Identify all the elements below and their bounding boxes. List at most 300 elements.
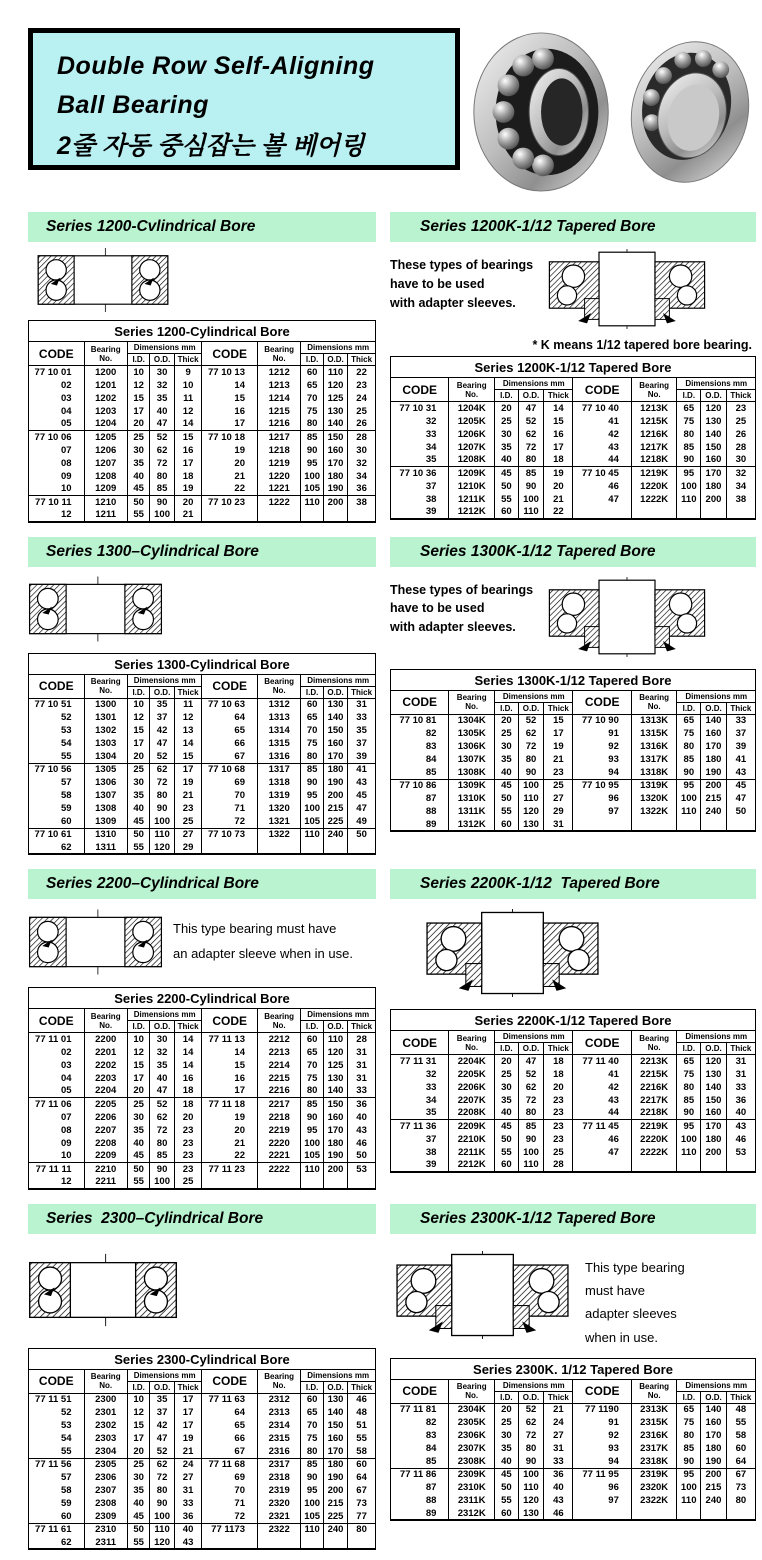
- thick-cell: 50: [348, 828, 376, 841]
- bearing-no-cell: [257, 841, 300, 854]
- thick-cell: 19: [174, 776, 202, 789]
- table-row: [391, 1107, 756, 1120]
- thick-cell: 43: [348, 1124, 376, 1137]
- table-row: [29, 1484, 376, 1497]
- id-cell: 90: [677, 766, 701, 779]
- id-cell: 65: [677, 714, 701, 727]
- thick-cell: 12: [174, 711, 202, 724]
- id-cell: 55: [495, 493, 519, 506]
- code-cell: 93: [573, 753, 631, 766]
- thick-cell: 50: [348, 1150, 376, 1163]
- bearing-no-cell: 1209K: [449, 467, 495, 480]
- thick-cell: 46: [348, 1137, 376, 1150]
- od-cell: 180: [701, 1442, 727, 1455]
- table-row: [29, 444, 376, 457]
- od-cell: 120: [323, 379, 347, 392]
- code-cell: 77 11 06: [29, 1098, 85, 1111]
- col-header-id: I.D.: [495, 1391, 519, 1403]
- code-cell: 77 10 90: [573, 714, 631, 727]
- id-cell: 105: [301, 483, 324, 496]
- od-cell: 130: [701, 415, 727, 428]
- thick-cell: 20: [174, 496, 202, 509]
- section-banner: Series 2300K-1/12 Tapered Bore: [390, 1204, 756, 1234]
- thick-cell: 33: [726, 1081, 755, 1094]
- bearing-no-cell: 2317K: [631, 1442, 677, 1455]
- col-header-id: I.D.: [301, 686, 324, 698]
- table-row: [391, 766, 756, 779]
- code-cell: 64: [202, 711, 258, 724]
- thick-cell: 18: [174, 470, 202, 483]
- code-cell: 10: [29, 1150, 85, 1163]
- code-cell: 77 11 86: [391, 1468, 449, 1481]
- table-row: [29, 841, 376, 854]
- section-banner: Series 1300–Cylindrical Bore: [28, 537, 376, 567]
- bearing-no-cell: 2211K: [449, 1146, 495, 1159]
- od-cell: 140: [701, 714, 727, 727]
- id-cell: 100: [677, 792, 701, 805]
- id-cell: 95: [301, 457, 324, 470]
- table-row: [29, 1536, 376, 1549]
- id-cell: 95: [677, 1120, 701, 1133]
- thick-cell: 36: [726, 1094, 755, 1107]
- code-cell: 22: [202, 1150, 258, 1163]
- bearing-no-cell: 2309K: [449, 1468, 495, 1481]
- table-row: [29, 431, 376, 444]
- code-cell: 97: [573, 1494, 631, 1507]
- col-header-thick: Thick: [174, 1021, 202, 1033]
- table-row: [29, 496, 376, 509]
- col-header-id: I.D.: [495, 702, 519, 714]
- code-cell: 52: [29, 1406, 85, 1419]
- col-header-thick: Thick: [726, 1391, 755, 1403]
- id-cell: 50: [127, 828, 150, 841]
- thick-cell: 28: [348, 431, 376, 444]
- table-row: [29, 828, 376, 841]
- od-cell: 170: [701, 467, 727, 480]
- bearing-no-cell: 1314: [257, 724, 300, 737]
- id-cell: 60: [495, 818, 519, 831]
- thick-cell: 40: [726, 1107, 755, 1120]
- section-2300-cylindrical: [28, 1204, 376, 1551]
- code-cell: 96: [573, 792, 631, 805]
- table-1200k-tapered: [390, 356, 756, 520]
- thick-cell: 31: [348, 1059, 376, 1072]
- id-cell: 75: [677, 727, 701, 740]
- table-row: [391, 727, 756, 740]
- thick-cell: 33: [726, 714, 755, 727]
- od-cell: 170: [323, 1124, 347, 1137]
- bearing-no-cell: 2311: [84, 1536, 127, 1549]
- table-2300-cylindrical: [28, 1348, 376, 1551]
- col-header-id: I.D.: [677, 1391, 701, 1403]
- section-2300k-tapered: [390, 1204, 756, 1522]
- table-row: [29, 1111, 376, 1124]
- code-cell: 77 10 01: [29, 366, 85, 379]
- table-caption: Series 1200-Cylindrical Bore: [29, 321, 376, 342]
- code-cell: 77 11 51: [29, 1393, 85, 1406]
- od-cell: 200: [701, 1146, 727, 1159]
- bearing-no-cell: 2302: [84, 1419, 127, 1432]
- od-cell: 72: [518, 740, 544, 753]
- code-cell: 62: [29, 841, 85, 854]
- id-cell: 100: [301, 802, 324, 815]
- code-cell: 77 10 81: [391, 714, 449, 727]
- bearing-no-cell: 2317: [257, 1458, 300, 1471]
- bearing-no-cell: 1222K: [631, 493, 677, 506]
- bearing-photo-left: [468, 28, 620, 196]
- code-cell: 54: [29, 1432, 85, 1445]
- thick-cell: 25: [174, 815, 202, 828]
- table-1300k-tapered: [390, 669, 756, 833]
- code-cell: 77 1190: [573, 1403, 631, 1416]
- code-cell: 77 11 56: [29, 1458, 85, 1471]
- od-cell: 140: [323, 711, 347, 724]
- id-cell: 60: [495, 1159, 519, 1172]
- code-cell: 72: [202, 815, 258, 828]
- col-header-od: O.D.: [323, 354, 347, 366]
- od-cell: 52: [518, 1068, 544, 1081]
- col-header-thick: Thick: [544, 1391, 573, 1403]
- od-cell: [701, 818, 727, 831]
- code-cell: 52: [29, 711, 85, 724]
- id-cell: 85: [677, 753, 701, 766]
- od-cell: 62: [150, 763, 174, 776]
- code-cell: [573, 1507, 631, 1520]
- code-cell: 33: [391, 428, 449, 441]
- code-cell: 77 11 13: [202, 1033, 258, 1046]
- od-cell: 150: [323, 1419, 347, 1432]
- id-cell: 75: [301, 1432, 324, 1445]
- code-cell: 44: [573, 454, 631, 467]
- thick-cell: 21: [174, 509, 202, 522]
- bearing-no-cell: 2211: [84, 1176, 127, 1189]
- code-cell: 60: [29, 815, 85, 828]
- id-cell: 85: [677, 1094, 701, 1107]
- thick-cell: 51: [348, 1419, 376, 1432]
- table-row: [391, 1159, 756, 1172]
- bearing-no-cell: 1211K: [449, 493, 495, 506]
- thick-cell: [726, 506, 755, 519]
- bearing-no-cell: 1215: [257, 405, 300, 418]
- od-cell: 62: [518, 727, 544, 740]
- thick-cell: 38: [726, 493, 755, 506]
- bearing-no-cell: 2203: [84, 1072, 127, 1085]
- od-cell: 160: [323, 444, 347, 457]
- code-cell: 15: [202, 392, 258, 405]
- id-cell: 20: [495, 402, 519, 415]
- id-cell: [301, 1536, 324, 1549]
- bearing-no-cell: 2210K: [449, 1133, 495, 1146]
- col-header-dimensions: Dimensions mm: [301, 342, 376, 354]
- bearing-no-cell: 2308K: [449, 1455, 495, 1468]
- id-cell: 55: [127, 1536, 150, 1549]
- table-row: [29, 1124, 376, 1137]
- thick-cell: 25: [544, 1146, 573, 1159]
- bearing-no-cell: 2320K: [631, 1481, 677, 1494]
- thick-cell: 19: [174, 1432, 202, 1445]
- code-cell: [202, 1536, 258, 1549]
- od-cell: 200: [323, 496, 347, 509]
- table-row: [29, 366, 376, 379]
- thick-cell: 36: [544, 1468, 573, 1481]
- thick-cell: 23: [174, 1124, 202, 1137]
- bearing-no-cell: 2206K: [449, 1081, 495, 1094]
- bearing-no-cell: 1213K: [631, 402, 677, 415]
- code-cell: 55: [29, 750, 85, 763]
- od-cell: 140: [323, 1406, 347, 1419]
- bearing-no-cell: 1310K: [449, 792, 495, 805]
- table-row: [29, 1150, 376, 1163]
- od-cell: 125: [323, 1059, 347, 1072]
- id-cell: 30: [127, 776, 150, 789]
- od-cell: 170: [701, 740, 727, 753]
- col-header-bearing-no: Bearing No.: [84, 1009, 127, 1033]
- od-cell: 90: [518, 1455, 544, 1468]
- thick-cell: [726, 1507, 755, 1520]
- od-cell: 47: [518, 1055, 544, 1068]
- code-cell: 77 10 13: [202, 366, 258, 379]
- id-cell: 80: [677, 740, 701, 753]
- id-cell: 45: [495, 1468, 519, 1481]
- code-cell: 77 10 56: [29, 763, 85, 776]
- title-line-2: Ball Bearing: [57, 90, 209, 119]
- code-cell: 09: [29, 470, 85, 483]
- thick-cell: 30: [348, 444, 376, 457]
- od-cell: 190: [701, 766, 727, 779]
- code-cell: 42: [573, 428, 631, 441]
- thick-cell: 27: [174, 828, 202, 841]
- thick-cell: 23: [544, 1094, 573, 1107]
- id-cell: 50: [127, 1523, 150, 1536]
- code-cell: 77 10 73: [202, 828, 258, 841]
- id-cell: 12: [127, 1406, 150, 1419]
- id-cell: 20: [127, 1445, 150, 1458]
- code-cell: 67: [202, 1445, 258, 1458]
- code-cell: 91: [573, 1416, 631, 1429]
- code-cell: 19: [202, 444, 258, 457]
- bearing-no-cell: 1308: [84, 802, 127, 815]
- bearing-no-cell: 2209: [84, 1150, 127, 1163]
- bearing-no-cell: 1207: [84, 457, 127, 470]
- code-cell: 21: [202, 1137, 258, 1150]
- table-row: [391, 740, 756, 753]
- thick-cell: 28: [726, 441, 755, 454]
- thick-cell: 16: [174, 444, 202, 457]
- thick-cell: 10: [174, 379, 202, 392]
- thick-cell: [348, 1176, 376, 1189]
- code-cell: [573, 1159, 631, 1172]
- thick-cell: [348, 509, 376, 522]
- od-cell: 200: [701, 1468, 727, 1481]
- cylindrical-bore-diagram: [28, 248, 178, 312]
- thick-cell: 43: [174, 1536, 202, 1549]
- table-row: [29, 1497, 376, 1510]
- bearing-no-cell: 2300: [84, 1393, 127, 1406]
- id-cell: 12: [127, 711, 150, 724]
- code-cell: 66: [202, 1432, 258, 1445]
- col-header-code: CODE: [573, 1031, 631, 1055]
- bearing-no-cell: 2216: [257, 1085, 300, 1098]
- code-cell: 97: [573, 805, 631, 818]
- od-cell: 72: [150, 457, 174, 470]
- id-cell: 50: [127, 1163, 150, 1176]
- thick-cell: 14: [174, 1033, 202, 1046]
- col-header-thick: Thick: [348, 354, 376, 366]
- thick-cell: 46: [726, 1133, 755, 1146]
- od-cell: 200: [701, 493, 727, 506]
- bearing-no-cell: 1219: [257, 457, 300, 470]
- id-cell: 40: [495, 454, 519, 467]
- section-banner: Series 2300–Cylindrical Bore: [28, 1204, 376, 1234]
- thick-cell: 60: [726, 1442, 755, 1455]
- thick-cell: 11: [174, 698, 202, 711]
- thick-cell: 27: [544, 1429, 573, 1442]
- od-cell: 52: [518, 714, 544, 727]
- code-cell: 71: [202, 802, 258, 815]
- od-cell: 120: [518, 805, 544, 818]
- id-cell: 75: [301, 405, 324, 418]
- od-cell: 130: [323, 1393, 347, 1406]
- thick-cell: 23: [726, 402, 755, 415]
- thick-cell: 53: [348, 1163, 376, 1176]
- od-cell: 225: [323, 815, 347, 828]
- table-row: [29, 1523, 376, 1536]
- bearing-no-cell: 1222: [257, 496, 300, 509]
- od-cell: 32: [150, 379, 174, 392]
- thick-cell: [726, 1159, 755, 1172]
- od-cell: 80: [518, 1442, 544, 1455]
- thick-cell: 20: [544, 480, 573, 493]
- thick-cell: 17: [174, 1406, 202, 1419]
- code-cell: 04: [29, 405, 85, 418]
- bearing-no-cell: 1218K: [631, 454, 677, 467]
- id-cell: 80: [677, 428, 701, 441]
- thick-cell: 58: [726, 1429, 755, 1442]
- id-cell: 65: [677, 1055, 701, 1068]
- table-row: [391, 1094, 756, 1107]
- code-cell: 08: [29, 457, 85, 470]
- col-header-bearing-no: Bearing No.: [449, 378, 495, 402]
- thick-cell: 34: [348, 470, 376, 483]
- thick-cell: 43: [726, 1120, 755, 1133]
- thick-cell: 26: [726, 428, 755, 441]
- od-cell: 190: [323, 483, 347, 496]
- bearing-photos: [468, 28, 760, 196]
- bearing-no-cell: 2218: [257, 1111, 300, 1124]
- table-row: [391, 1133, 756, 1146]
- od-cell: 30: [150, 1033, 174, 1046]
- table-row: [391, 402, 756, 415]
- thick-cell: 17: [544, 441, 573, 454]
- bearing-no-cell: [631, 818, 677, 831]
- od-cell: 120: [150, 841, 174, 854]
- thick-cell: 38: [348, 496, 376, 509]
- code-cell: 77 10 61: [29, 828, 85, 841]
- id-cell: 40: [127, 1497, 150, 1510]
- bearing-no-cell: 2308: [84, 1497, 127, 1510]
- id-cell: 95: [301, 1124, 324, 1137]
- code-cell: 77 10 51: [29, 698, 85, 711]
- id-cell: 35: [495, 753, 519, 766]
- thick-cell: 14: [174, 1046, 202, 1059]
- code-cell: 37: [391, 1133, 449, 1146]
- table-row: [391, 454, 756, 467]
- thick-cell: 40: [348, 1111, 376, 1124]
- col-header-bearing-no: Bearing No.: [449, 690, 495, 714]
- col-header-bearing-no: Bearing No.: [631, 378, 677, 402]
- id-cell: 10: [127, 1393, 150, 1406]
- od-cell: 160: [323, 737, 347, 750]
- bearing-no-cell: 1210K: [449, 480, 495, 493]
- od-cell: 125: [323, 392, 347, 405]
- bearing-no-cell: 1208K: [449, 454, 495, 467]
- od-cell: 47: [150, 1432, 174, 1445]
- thick-cell: 23: [544, 1133, 573, 1146]
- id-cell: 75: [301, 737, 324, 750]
- code-cell: 77 10 63: [202, 698, 258, 711]
- table-caption: Series 2200K-1/12 Tapered Bore: [391, 1010, 756, 1031]
- col-header-dimensions: Dimensions mm: [301, 674, 376, 686]
- id-cell: 45: [127, 483, 150, 496]
- code-cell: 77 10 95: [573, 779, 631, 792]
- od-cell: 85: [518, 467, 544, 480]
- od-cell: 200: [323, 789, 347, 802]
- bearing-no-cell: 2213K: [631, 1055, 677, 1068]
- od-cell: 42: [150, 724, 174, 737]
- od-cell: 80: [150, 470, 174, 483]
- bearing-no-cell: 1301: [84, 711, 127, 724]
- thick-cell: 43: [726, 766, 755, 779]
- thick-cell: 46: [348, 1393, 376, 1406]
- bearing-no-cell: 2222: [257, 1163, 300, 1176]
- col-header-id: I.D.: [301, 354, 324, 366]
- code-cell: 57: [29, 1471, 85, 1484]
- table-caption: Series 2300K. 1/12 Tapered Bore: [391, 1358, 756, 1379]
- table-row: [391, 467, 756, 480]
- id-cell: 45: [127, 815, 150, 828]
- bearing-no-cell: 2210: [84, 1163, 127, 1176]
- table-caption: Series 1300K-1/12 Tapered Bore: [391, 669, 756, 690]
- code-cell: 14: [202, 1046, 258, 1059]
- od-cell: 80: [150, 1484, 174, 1497]
- thick-cell: 24: [544, 1416, 573, 1429]
- id-cell: 105: [301, 815, 324, 828]
- id-cell: 25: [127, 763, 150, 776]
- thick-cell: 25: [174, 1176, 202, 1189]
- id-cell: 35: [127, 1124, 150, 1137]
- bearing-no-cell: 1312: [257, 698, 300, 711]
- od-cell: 37: [150, 711, 174, 724]
- id-cell: 40: [495, 1107, 519, 1120]
- thick-cell: 15: [174, 431, 202, 444]
- id-cell: 70: [301, 392, 324, 405]
- code-cell: 02: [29, 1046, 85, 1059]
- thick-cell: 50: [726, 805, 755, 818]
- bearing-no-cell: 1218: [257, 444, 300, 457]
- od-cell: 110: [150, 828, 174, 841]
- bearing-no-cell: 1318K: [631, 766, 677, 779]
- od-cell: 160: [323, 1111, 347, 1124]
- id-cell: 50: [495, 792, 519, 805]
- code-cell: 83: [391, 740, 449, 753]
- id-cell: 110: [301, 1163, 324, 1176]
- code-cell: 39: [391, 506, 449, 519]
- code-cell: 72: [202, 1510, 258, 1523]
- col-header-dimensions: Dimensions mm: [127, 1009, 202, 1021]
- bearing-no-cell: 1320: [257, 802, 300, 815]
- bearing-no-cell: 1208: [84, 470, 127, 483]
- od-cell: 100: [518, 779, 544, 792]
